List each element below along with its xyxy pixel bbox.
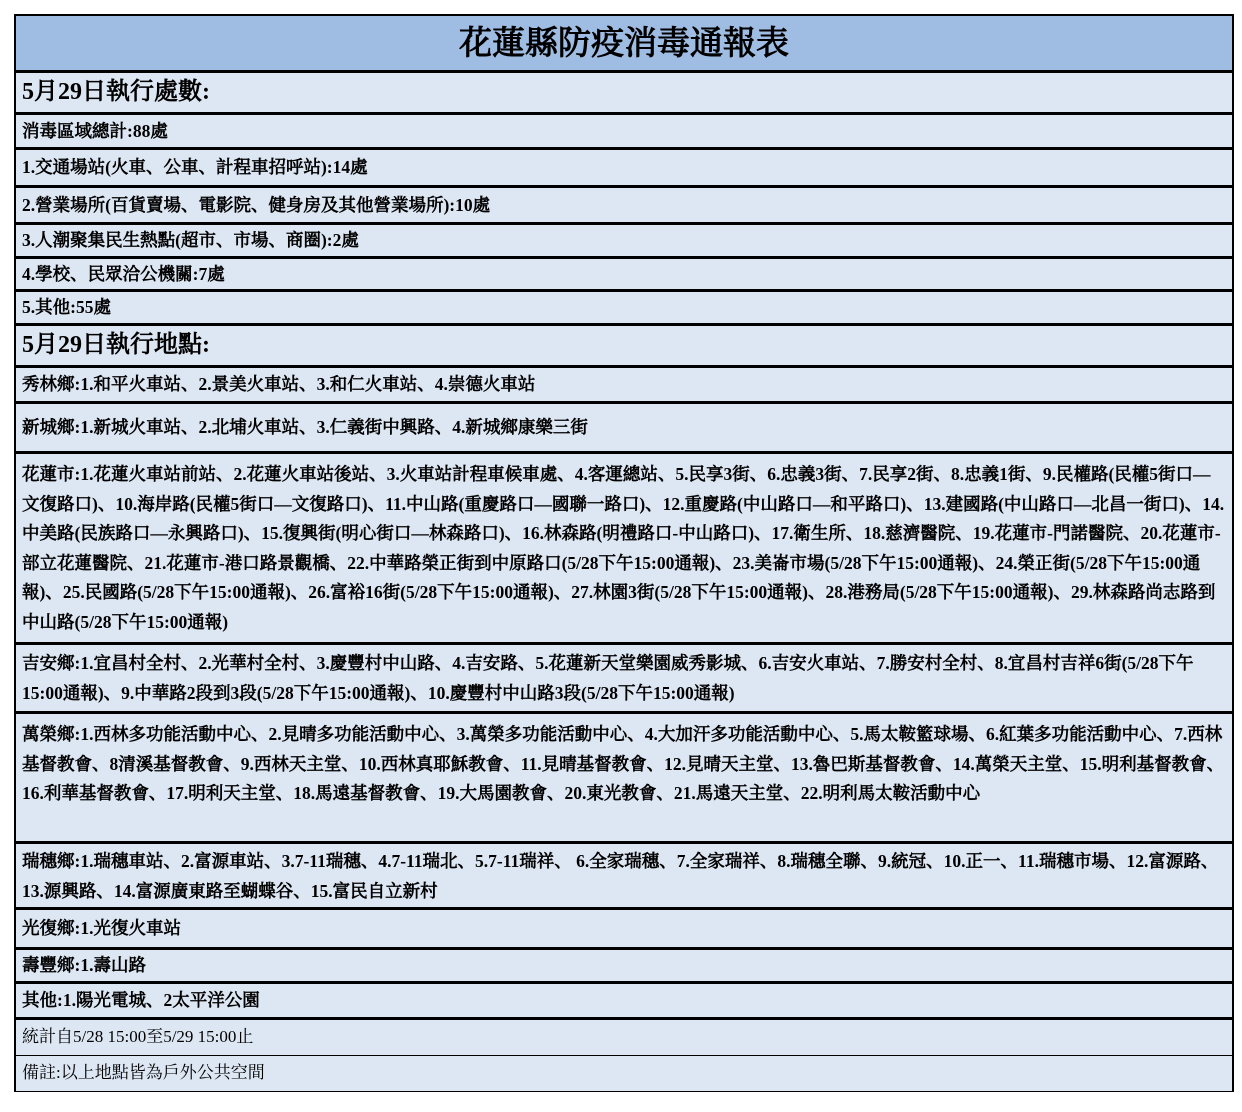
location-row-jian: 吉安鄉:1.宜昌村全村、2.光華村全村、3.慶豐村中山路、4.吉安路、5.花蓮新天堂樂園威秀影城、6.吉安火車站、7.勝安村全村、8.宜昌村吉祥6街(5/28下午15:00通報)、9.中華路2段到3段(5/28下午15:00通報)、10.慶豐村中山路3段(5/28下午15:00通報) <box>16 645 1232 714</box>
section-heading-counts: 5月29日執行處數: <box>16 73 1232 115</box>
location-row-wanrong: 萬榮鄉:1.西林多功能活動中心、2.見晴多功能活動中心、3.萬榮多功能活動中心、4.大加汗多功能活動中心、5.馬太鞍籃球場、6.紅葉多功能活動中心、7.西林基督教會、8清溪基督教會、9.西林天主堂、10.西林真耶穌教會、11.見晴基督教會、12.見晴天主堂、13.魯巴斯基督教會、14.萬榮天主堂、15.明利基督教會、16.利華基督教會、17.明利天主堂、18.馬遠基督教會、19.大馬園教會、20.東光教會、21.馬遠天主堂、22.明利馬太鞍活動中心 <box>16 714 1232 844</box>
report-table <box>14 14 1234 1092</box>
section-heading-locations: 5月29日執行地點: <box>16 326 1232 368</box>
location-row-xiulin: 秀林鄉:1.和平火車站、2.景美火車站、3.和仁火車站、4.崇德火車站 <box>16 368 1232 404</box>
location-row-xincheng: 新城鄉:1.新城火車站、2.北埔火車站、3.仁義街中興路、4.新城鄉康樂三街 <box>16 404 1232 454</box>
count-row-other: 5.其他:55處 <box>16 292 1232 326</box>
count-row-school: 4.學校、民眾洽公機關:7處 <box>16 259 1232 292</box>
location-row-guangfu: 光復鄉:1.光復火車站 <box>16 910 1232 950</box>
location-row-ruisui: 瑞穗鄉:1.瑞穗車站、2.富源車站、3.7-11瑞穗、4.7-11瑞北、5.7-11瑞祥、 6.全家瑞穗、7.全家瑞祥、8.瑞穗全聯、9.統冠、10.正一、11.瑞穗市場、12.富源路、13.源興路、14.富源廣東路至蝴蝶谷、15.富民自立新村 <box>16 844 1232 910</box>
location-row-other: 其他:1.陽光電城、2太平洋公園 <box>16 984 1232 1020</box>
stats-period-note: 統計自5/28 15:00至5/29 15:00止 <box>16 1020 1232 1056</box>
location-row-hualien-city: 花蓮市:1.花蓮火車站前站、2.花蓮火車站後站、3.火車站計程車候車處、4.客運總站、5.民享3街、6.忠義3街、7.民享2街、8.忠義1街、9.民權路(民權5街口—文復路口)、10.海岸路(民權5街口—文復路口)、11.中山路(重慶路口—國聯一路口)、12.重慶路(中山路口—和平路口)、13.建國路(中山路口—北昌一街口)、14.中美路(民族路口—永興路口)、15.復興街(明心街口—林森路口)、16.林森路(明禮路口-中山路口)、17.衛生所、18.慈濟醫院、19.花蓮市-門諾醫院、20.花蓮市-部立花蓮醫院、21.花蓮市-港口路景觀橋、22.中華路榮正街到中原路口(5/28下午15:00通報)、23.美崙市場(5/28下午15:00通報)、24.榮正街(5/28下午15:00通報)、25.民國路(5/28下午15:00通報)、26.富裕16街(5/28下午15:00通報)、27.林園3街(5/28下午15:00通報)、28.港務局(5/28下午15:00通報)、29.林森路尚志路到中山路(5/28下午15:00通報) <box>16 454 1232 645</box>
location-row-shoufeng: 壽豐鄉:1.壽山路 <box>16 950 1232 984</box>
count-row-transport: 1.交通場站(火車、公車、計程車招呼站):14處 <box>16 150 1232 188</box>
remark-note: 備註:以上地點皆為戶外公共空間 <box>16 1056 1232 1092</box>
count-row-total: 消毒區域總計:88處 <box>16 115 1232 150</box>
page-title: 花蓮縣防疫消毒通報表 <box>16 16 1232 73</box>
count-row-hotspot: 3.人潮聚集民生熱點(超市、市場、商圈):2處 <box>16 225 1232 259</box>
count-row-business: 2.營業場所(百貨賣場、電影院、健身房及其他營業場所):10處 <box>16 188 1232 225</box>
